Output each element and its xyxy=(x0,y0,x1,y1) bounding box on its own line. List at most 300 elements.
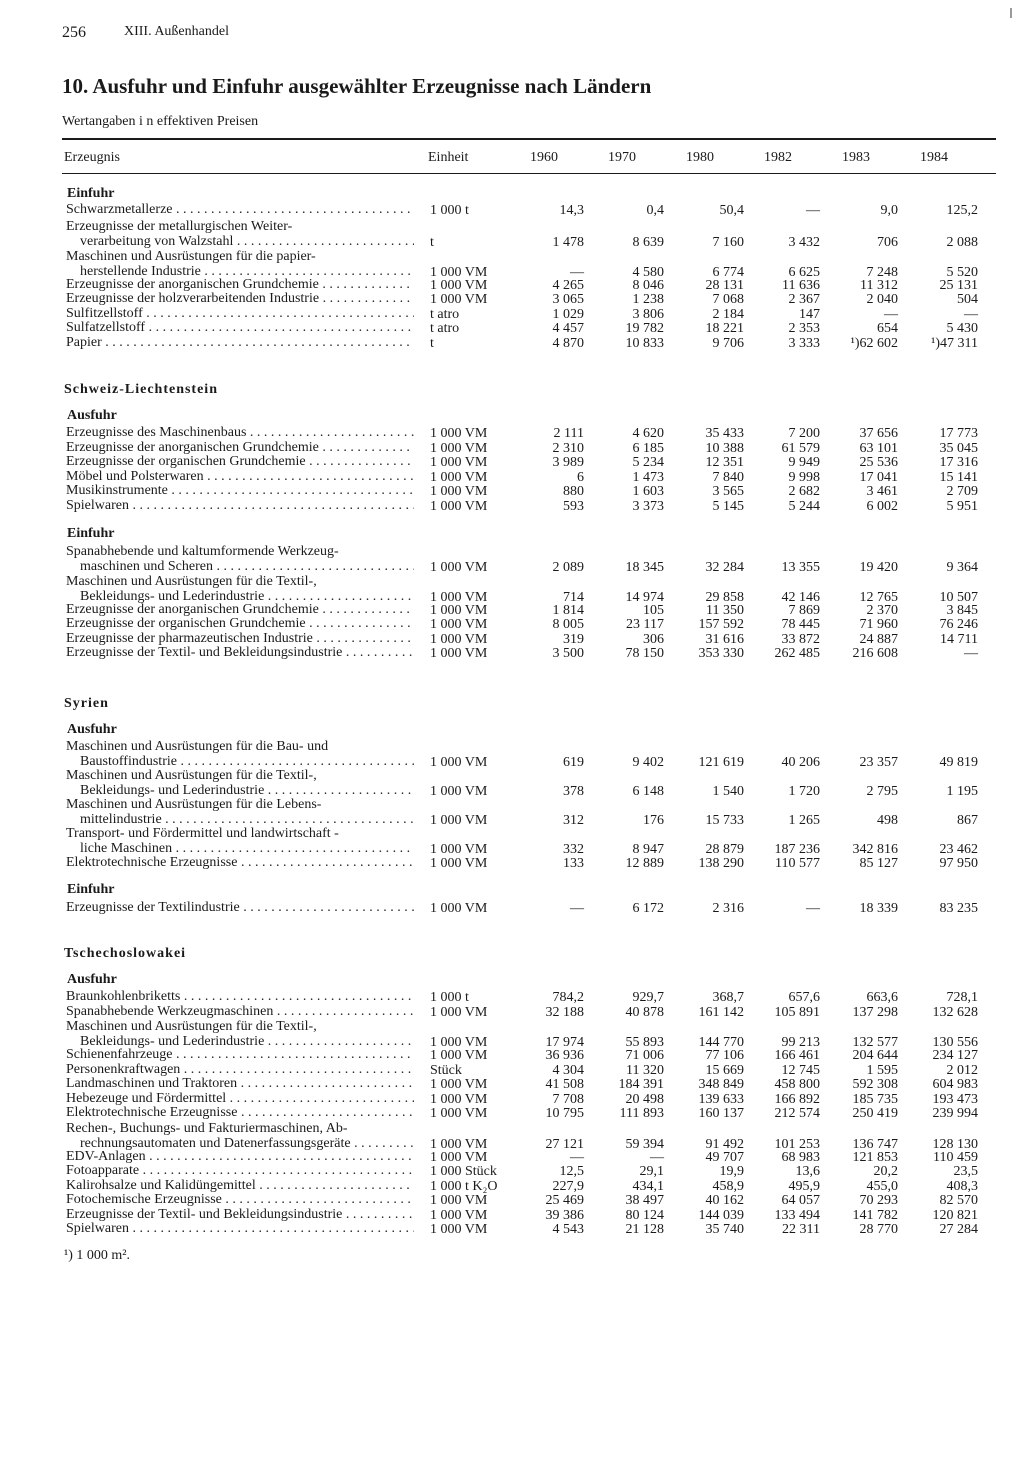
unit-cell: 1 000 VM xyxy=(430,841,488,857)
value-cell-1983: 185 735 xyxy=(852,1092,898,1107)
value-cell-1983: 342 816 xyxy=(852,841,898,857)
value-cell-1980: 31 616 xyxy=(705,632,744,647)
value-cell-1960: 332 xyxy=(563,841,584,857)
value-cell-1970: 11 320 xyxy=(626,1063,664,1078)
value-cell-1980: 15 733 xyxy=(705,812,744,828)
value-cell-1970: 111 893 xyxy=(619,1106,664,1121)
column-header-1984: 1984 xyxy=(920,150,948,165)
flow-heading: Einfuhr xyxy=(67,882,115,897)
value-cell-1960: 312 xyxy=(563,812,584,828)
unit-cell: 1 000 VM xyxy=(430,603,488,618)
chapter-heading: XIII. Außenhandel xyxy=(124,24,229,39)
unit-cell: t atro xyxy=(430,321,460,336)
column-header-1982: 1982 xyxy=(764,150,792,165)
row-label-line: Bekleidungs- und Lederindustrie . . . xyxy=(66,1035,414,1050)
country-heading: Schweiz-Liechtenstein xyxy=(64,382,218,397)
value-cell-1970: 10 833 xyxy=(625,336,664,351)
row-label-line: Elektrotechnische Erzeugnisse . . . xyxy=(66,1106,414,1121)
value-cell-1982: 212 574 xyxy=(774,1106,820,1121)
value-cell-1982: 101 253 xyxy=(774,1136,820,1152)
row-label xyxy=(66,617,414,632)
value-cell-1982: 22 311 xyxy=(782,1222,820,1237)
value-cell-1960: 27 121 xyxy=(545,1136,584,1152)
value-cell-1960: 1 814 xyxy=(552,603,584,618)
value-cell-1960: 41 508 xyxy=(545,1077,584,1092)
value-cell-1983: 216 608 xyxy=(852,646,898,661)
value-cell-1970: 80 124 xyxy=(625,1208,664,1223)
unit-cell: 1 000 VM xyxy=(430,264,488,280)
value-cell-1970: 929,7 xyxy=(632,990,664,1005)
value-cell-1983: 19 420 xyxy=(859,559,898,575)
column-header-unit: Einheit xyxy=(428,150,469,165)
value-cell-1983: 7 248 xyxy=(866,264,898,280)
value-cell-1970: 105 xyxy=(643,603,664,618)
unit-cell: 1 000 t xyxy=(430,203,469,218)
unit-cell: 1 000 VM xyxy=(430,754,488,770)
value-cell-1960: — xyxy=(570,264,584,280)
value-cell-1984: 14 711 xyxy=(940,632,978,647)
value-cell-1982: 166 892 xyxy=(774,1092,820,1107)
value-cell-1982: 6 625 xyxy=(788,264,820,280)
value-cell-1960: 378 xyxy=(563,783,584,799)
value-cell-1980: 348 849 xyxy=(698,1077,744,1092)
unit-cell: 1 000 VM xyxy=(430,1208,488,1223)
unit-cell: t xyxy=(430,234,434,250)
row-label xyxy=(66,455,414,470)
value-cell-1980: 139 633 xyxy=(698,1092,744,1107)
value-cell-1980: 2 184 xyxy=(712,307,744,322)
value-cell-1960: 3 065 xyxy=(552,292,584,307)
row-label xyxy=(66,336,414,351)
value-cell-1960: 6 xyxy=(577,470,584,485)
value-cell-1982: 9 949 xyxy=(788,455,820,470)
row-label-line: Erzeugnisse der holzverarbeitenden Industrie . . . xyxy=(66,292,414,307)
row-label xyxy=(66,278,414,293)
value-cell-1970: 4 620 xyxy=(632,426,664,441)
value-cell-1980: 121 619 xyxy=(698,754,744,770)
row-label xyxy=(66,292,414,307)
value-cell-1982: 61 579 xyxy=(781,441,820,456)
row-label-line: maschinen und Scheren . . . xyxy=(66,560,414,575)
row-label xyxy=(66,575,414,604)
value-cell-1984: 604 983 xyxy=(932,1077,978,1092)
value-cell-1980: 7 160 xyxy=(712,234,744,250)
value-cell-1970: 29,1 xyxy=(639,1164,664,1179)
row-label xyxy=(66,1122,414,1151)
row-label xyxy=(66,1106,414,1121)
flow-heading: Ausfuhr xyxy=(67,722,117,737)
table-subtitle: Wertangaben i n effektiven Preisen xyxy=(62,114,259,129)
row-label-line: Erzeugnisse der anorganischen Grundchemie . . . xyxy=(66,278,414,293)
row-label-line: Erzeugnisse der anorganischen Grundchemie . . . xyxy=(66,441,414,456)
value-cell-1983: 2 040 xyxy=(866,292,898,307)
value-cell-1982: 187 236 xyxy=(774,841,820,857)
value-cell-1984: 25 131 xyxy=(939,278,978,293)
value-cell-1984: 728,1 xyxy=(946,990,978,1005)
value-cell-1982: 7 869 xyxy=(788,603,820,618)
value-cell-1970: 184 391 xyxy=(618,1077,664,1092)
value-cell-1980: 353 330 xyxy=(698,646,744,661)
value-cell-1984: 10 507 xyxy=(939,589,978,605)
row-label xyxy=(66,1222,414,1237)
row-label xyxy=(66,1020,414,1049)
row-label-line: Maschinen und Ausrüstungen für die Textil-, xyxy=(66,769,317,783)
value-cell-1984: — xyxy=(964,307,978,322)
unit-cell: 1 000 VM xyxy=(430,1048,488,1063)
value-cell-1983: 706 xyxy=(877,234,898,250)
value-cell-1982: 1 720 xyxy=(788,783,820,799)
value-cell-1960: 12,5 xyxy=(559,1164,584,1179)
value-cell-1970: 8 947 xyxy=(632,841,664,857)
value-cell-1980: 19,9 xyxy=(719,1164,744,1179)
value-cell-1970: 0,4 xyxy=(646,203,664,218)
value-cell-1982: 105 891 xyxy=(774,1005,820,1020)
row-label xyxy=(66,220,414,249)
value-cell-1983: 132 577 xyxy=(852,1034,898,1050)
row-label xyxy=(66,1208,414,1223)
value-cell-1970: — xyxy=(650,1150,664,1165)
value-cell-1960: 25 469 xyxy=(545,1193,584,1208)
row-label xyxy=(66,798,414,827)
value-cell-1960: 4 265 xyxy=(552,278,584,293)
column-header-1970: 1970 xyxy=(608,150,636,165)
value-cell-1983: 12 765 xyxy=(859,589,898,605)
country-heading: Syrien xyxy=(64,696,109,711)
value-cell-1983: 6 002 xyxy=(866,499,898,514)
value-cell-1983: 37 656 xyxy=(859,426,898,441)
row-label xyxy=(66,646,414,661)
row-label xyxy=(66,1077,414,1092)
unit-cell: 1 000 VM xyxy=(430,901,488,916)
value-cell-1984: 120 821 xyxy=(932,1208,978,1223)
row-label xyxy=(66,990,414,1005)
value-cell-1970: 306 xyxy=(643,632,664,647)
value-cell-1980: 6 774 xyxy=(712,264,744,280)
value-cell-1960: — xyxy=(570,901,584,916)
value-cell-1984: 5 520 xyxy=(946,264,978,280)
row-label xyxy=(66,321,414,336)
value-cell-1982: 166 461 xyxy=(774,1048,820,1063)
value-cell-1982: 99 213 xyxy=(781,1034,820,1050)
value-cell-1980: 5 145 xyxy=(712,499,744,514)
unit-cell: 1 000 VM xyxy=(430,1222,488,1237)
value-cell-1983: 24 887 xyxy=(859,632,898,647)
row-label xyxy=(66,1005,414,1020)
value-cell-1980: 2 316 xyxy=(712,901,744,916)
value-cell-1984: 5 951 xyxy=(946,499,978,514)
value-cell-1960: 4 543 xyxy=(552,1222,584,1237)
value-cell-1982: 2 367 xyxy=(788,292,820,307)
row-label-line: Rechen-, Buchungs- und Fakturiermaschinen, Ab- xyxy=(66,1122,348,1136)
value-cell-1960: 10 795 xyxy=(545,1106,584,1121)
row-label-line: Maschinen und Ausrüstungen für die Textil-, xyxy=(66,1020,317,1034)
unit-cell: 1 000 VM xyxy=(430,470,488,485)
value-cell-1982: 133 494 xyxy=(774,1208,820,1223)
value-cell-1980: 18 221 xyxy=(705,321,744,336)
flow-heading: Ausfuhr xyxy=(67,408,117,423)
value-cell-1970: 434,1 xyxy=(632,1179,664,1194)
value-cell-1980: 7 840 xyxy=(712,470,744,485)
value-cell-1982: 40 206 xyxy=(781,754,820,770)
value-cell-1982: 262 485 xyxy=(774,646,820,661)
value-cell-1970: 3 373 xyxy=(632,499,664,514)
value-cell-1970: 8 639 xyxy=(632,234,664,250)
unit-cell: t atro xyxy=(430,307,460,322)
unit-cell: 1 000 VM xyxy=(430,426,488,441)
column-header-1983: 1983 xyxy=(842,150,870,165)
unit-cell: 1 000 VM xyxy=(430,632,488,647)
value-cell-1982: 458 800 xyxy=(774,1077,820,1092)
value-cell-1960: 14,3 xyxy=(559,203,584,218)
row-label-line: rechnungsautomaten und Datenerfassungsgeräte . . . xyxy=(66,1137,414,1152)
value-cell-1984: 17 316 xyxy=(939,455,978,470)
value-cell-1960: 4 870 xyxy=(552,336,584,351)
value-cell-1984: 17 773 xyxy=(939,426,978,441)
value-cell-1983: 25 536 xyxy=(859,455,898,470)
value-cell-1983: 23 357 xyxy=(859,754,898,770)
unit-cell: 1 000 VM xyxy=(430,812,488,828)
value-cell-1970: 6 185 xyxy=(632,441,664,456)
value-cell-1983: 663,6 xyxy=(866,990,898,1005)
unit-cell: Stück xyxy=(430,1063,462,1078)
value-cell-1980: 91 492 xyxy=(705,1136,744,1152)
row-label-line: Erzeugnisse der Textilindustrie . . . xyxy=(66,901,414,916)
value-cell-1983: 136 747 xyxy=(852,1136,898,1152)
row-label xyxy=(66,1063,414,1078)
row-label xyxy=(66,441,414,456)
value-cell-1960: 2 111 xyxy=(553,426,584,441)
value-cell-1980: 35 740 xyxy=(705,1222,744,1237)
value-cell-1960: 3 500 xyxy=(552,646,584,661)
value-cell-1983: 3 461 xyxy=(866,484,898,499)
value-cell-1960: — xyxy=(570,1150,584,1165)
value-cell-1970: 9 402 xyxy=(632,754,664,770)
value-cell-1980: 40 162 xyxy=(705,1193,744,1208)
unit-cell: 1 000 VM xyxy=(430,783,488,799)
value-cell-1980: 144 770 xyxy=(698,1034,744,1050)
value-cell-1984: 132 628 xyxy=(932,1005,978,1020)
value-cell-1982: 110 577 xyxy=(775,856,820,871)
unit-cell: 1 000 VM xyxy=(430,617,488,632)
value-cell-1984: 23 462 xyxy=(939,841,978,857)
value-cell-1984: 97 950 xyxy=(939,856,978,871)
value-cell-1970: 8 046 xyxy=(632,278,664,293)
value-cell-1983: 63 101 xyxy=(859,441,898,456)
value-cell-1970: 78 150 xyxy=(625,646,664,661)
unit-cell: 1 000 VM xyxy=(430,1136,488,1152)
row-label-line: Sulfatzellstoff . . . xyxy=(66,321,414,336)
value-cell-1960: 32 188 xyxy=(545,1005,584,1020)
row-label-line: Schienenfahrzeuge . . . xyxy=(66,1048,414,1063)
value-cell-1984: — xyxy=(964,646,978,661)
value-cell-1970: 19 782 xyxy=(625,321,664,336)
value-cell-1980: 49 707 xyxy=(705,1150,744,1165)
value-cell-1960: 880 xyxy=(563,484,584,499)
value-cell-1982: 12 745 xyxy=(781,1063,820,1078)
row-label-line: Schwarzmetallerze . . . xyxy=(66,203,414,218)
value-cell-1970: 21 128 xyxy=(625,1222,664,1237)
row-label-line: Erzeugnisse der metallurgischen Weiter- xyxy=(66,220,293,234)
value-cell-1984: 23,5 xyxy=(953,1164,978,1179)
value-cell-1982: 33 872 xyxy=(781,632,820,647)
value-cell-1970: 1 238 xyxy=(632,292,664,307)
row-label xyxy=(66,250,414,279)
value-cell-1960: 619 xyxy=(563,754,584,770)
footnote: ¹) 1 000 m². xyxy=(64,1248,130,1263)
value-cell-1980: 1 540 xyxy=(712,783,744,799)
value-cell-1980: 29 858 xyxy=(705,589,744,605)
row-label-line: Spielwaren . . . xyxy=(66,499,414,514)
row-label-line: Spanabhebende Werkzeugmaschinen . . . xyxy=(66,1005,414,1020)
row-label-line: Musikinstrumente . . . xyxy=(66,484,414,499)
row-label-line: Landmaschinen und Traktoren . . . xyxy=(66,1077,414,1092)
unit-cell: 1 000 VM xyxy=(430,455,488,470)
unit-cell: 1 000 VM xyxy=(430,1077,488,1092)
value-cell-1984: 130 556 xyxy=(932,1034,978,1050)
flow-heading: Einfuhr xyxy=(67,186,115,201)
value-cell-1983: — xyxy=(884,307,898,322)
value-cell-1983: 455,0 xyxy=(866,1179,898,1194)
value-cell-1984: 35 045 xyxy=(939,441,978,456)
row-label xyxy=(66,827,414,856)
value-cell-1980: 368,7 xyxy=(712,990,744,1005)
value-cell-1983: 11 312 xyxy=(860,278,898,293)
value-cell-1982: 3 333 xyxy=(788,336,820,351)
value-cell-1960: 1 478 xyxy=(552,234,584,250)
row-label-line: Spielwaren . . . xyxy=(66,1222,414,1237)
unit-cell: 1 000 t xyxy=(430,990,469,1005)
row-label xyxy=(66,901,414,916)
row-label xyxy=(66,769,414,798)
value-cell-1960: 593 xyxy=(563,499,584,514)
value-cell-1970: 6 172 xyxy=(632,901,664,916)
row-label-line: Spanabhebende und kaltumformende Werkzeug- xyxy=(66,545,339,559)
value-cell-1984: 82 570 xyxy=(939,1193,978,1208)
unit-cell: 1 000 VM xyxy=(430,1106,488,1121)
unit-cell: 1 000 VM xyxy=(430,499,488,514)
row-label-line: Erzeugnisse der anorganischen Grundchemie . . . xyxy=(66,603,414,618)
row-label-line: Erzeugnisse der organischen Grundchemie . . . xyxy=(66,617,414,632)
row-label-line: Bekleidungs- und Lederindustrie . . . xyxy=(66,784,414,799)
value-cell-1960: 784,2 xyxy=(552,990,584,1005)
value-cell-1983: 85 127 xyxy=(859,856,898,871)
value-cell-1960: 8 005 xyxy=(552,617,584,632)
value-cell-1980: 10 388 xyxy=(705,441,744,456)
unit-cell: 1 000 Stück xyxy=(430,1164,497,1179)
value-cell-1983: 2 370 xyxy=(866,603,898,618)
row-label-line: Erzeugnisse der Textil- und Bekleidungsindustrie . . . xyxy=(66,1208,414,1223)
unit-cell: 1 000 VM xyxy=(430,441,488,456)
row-label-line: Transport- und Fördermittel und landwirtschaft - xyxy=(66,827,339,841)
value-cell-1970: 14 974 xyxy=(625,589,664,605)
country-heading: Tschechoslowakei xyxy=(64,946,187,961)
value-cell-1984: 76 246 xyxy=(939,617,978,632)
value-cell-1982: 147 xyxy=(799,307,820,322)
row-label xyxy=(66,1048,414,1063)
value-cell-1983: 28 770 xyxy=(859,1222,898,1237)
unit-cell: 1 000 VM xyxy=(430,1150,488,1165)
row-label-line: liche Maschinen . . . xyxy=(66,842,414,857)
value-cell-1982: 7 200 xyxy=(788,426,820,441)
row-label-line: Maschinen und Ausrüstungen für die Lebens- xyxy=(66,798,322,812)
row-label-line: mittelindustrie . . . xyxy=(66,813,414,828)
unit-cell: 1 000 VM xyxy=(430,559,488,575)
value-cell-1960: 2 089 xyxy=(552,559,584,575)
unit-cell: 1 000 VM xyxy=(430,292,488,307)
value-cell-1983: 592 308 xyxy=(852,1077,898,1092)
value-cell-1982: 5 244 xyxy=(788,499,820,514)
row-label-line: Möbel und Polsterwaren . . . xyxy=(66,470,414,485)
value-cell-1982: — xyxy=(806,901,820,916)
value-cell-1980: 458,9 xyxy=(712,1179,744,1194)
value-cell-1982: 13 355 xyxy=(781,559,820,575)
value-cell-1970: 40 878 xyxy=(625,1005,664,1020)
value-cell-1984: 83 235 xyxy=(939,901,978,916)
row-label-line: Bekleidungs- und Lederindustrie . . . xyxy=(66,590,414,605)
value-cell-1984: 49 819 xyxy=(939,754,978,770)
value-cell-1960: 227,9 xyxy=(552,1179,584,1194)
value-cell-1983: 141 782 xyxy=(852,1208,898,1223)
flow-heading: Einfuhr xyxy=(67,526,115,541)
row-label-line: Kalirohsalze und Kalidüngemittel . . . xyxy=(66,1179,414,1194)
value-cell-1984: 1 195 xyxy=(946,783,978,799)
value-cell-1984: 110 459 xyxy=(933,1150,978,1165)
value-cell-1960: 319 xyxy=(563,632,584,647)
unit-cell: 1 000 VM xyxy=(430,1092,488,1107)
value-cell-1980: 28 131 xyxy=(705,278,744,293)
value-cell-1983: 654 xyxy=(877,321,898,336)
value-cell-1970: 23 117 xyxy=(626,617,664,632)
unit-cell: 1 000 VM xyxy=(430,1034,488,1050)
row-label-line: Hebezeuge und Fördermittel . . . xyxy=(66,1092,414,1107)
value-cell-1983: 250 419 xyxy=(852,1106,898,1121)
value-cell-1960: 4 457 xyxy=(552,321,584,336)
value-cell-1984: 2 088 xyxy=(946,234,978,250)
row-label-line: Personenkraftwagen . . . xyxy=(66,1063,414,1078)
value-cell-1982: 64 057 xyxy=(781,1193,820,1208)
row-label-line: Baustoffindustrie . . . xyxy=(66,755,414,770)
value-cell-1984: 15 141 xyxy=(939,470,978,485)
value-cell-1970: 5 234 xyxy=(632,455,664,470)
row-label-line: Erzeugnisse der organischen Grundchemie . . . xyxy=(66,455,414,470)
row-label-line: Papier . . . xyxy=(66,336,414,351)
value-cell-1982: 3 432 xyxy=(788,234,820,250)
value-cell-1980: 9 706 xyxy=(712,336,744,351)
value-cell-1983: 204 644 xyxy=(852,1048,898,1063)
value-cell-1982: 13,6 xyxy=(795,1164,820,1179)
row-label-line: Sulfitzellstoff . . . xyxy=(66,307,414,322)
value-cell-1984: 504 xyxy=(957,292,978,307)
value-cell-1960: 7 708 xyxy=(552,1092,584,1107)
value-cell-1980: 35 433 xyxy=(705,426,744,441)
unit-cell: 1 000 VM xyxy=(430,484,488,499)
row-label xyxy=(66,632,414,647)
value-cell-1970: 18 345 xyxy=(625,559,664,575)
row-label-line: EDV-Anlagen . . . xyxy=(66,1150,414,1165)
value-cell-1960: 39 386 xyxy=(545,1208,584,1223)
value-cell-1980: 11 350 xyxy=(706,603,744,618)
value-cell-1983: 17 041 xyxy=(859,470,898,485)
value-cell-1982: 1 265 xyxy=(788,812,820,828)
unit-cell: 1 000 VM xyxy=(430,646,488,661)
value-cell-1960: 3 989 xyxy=(552,455,584,470)
row-label-line: Elektrotechnische Erzeugnisse . . . xyxy=(66,856,414,871)
row-label-line: herstellende Industrie . . . xyxy=(66,265,414,280)
row-label xyxy=(66,1092,414,1107)
value-cell-1984: ¹)47 311 xyxy=(931,336,978,351)
row-label xyxy=(66,484,414,499)
value-cell-1970: 59 394 xyxy=(625,1136,664,1152)
